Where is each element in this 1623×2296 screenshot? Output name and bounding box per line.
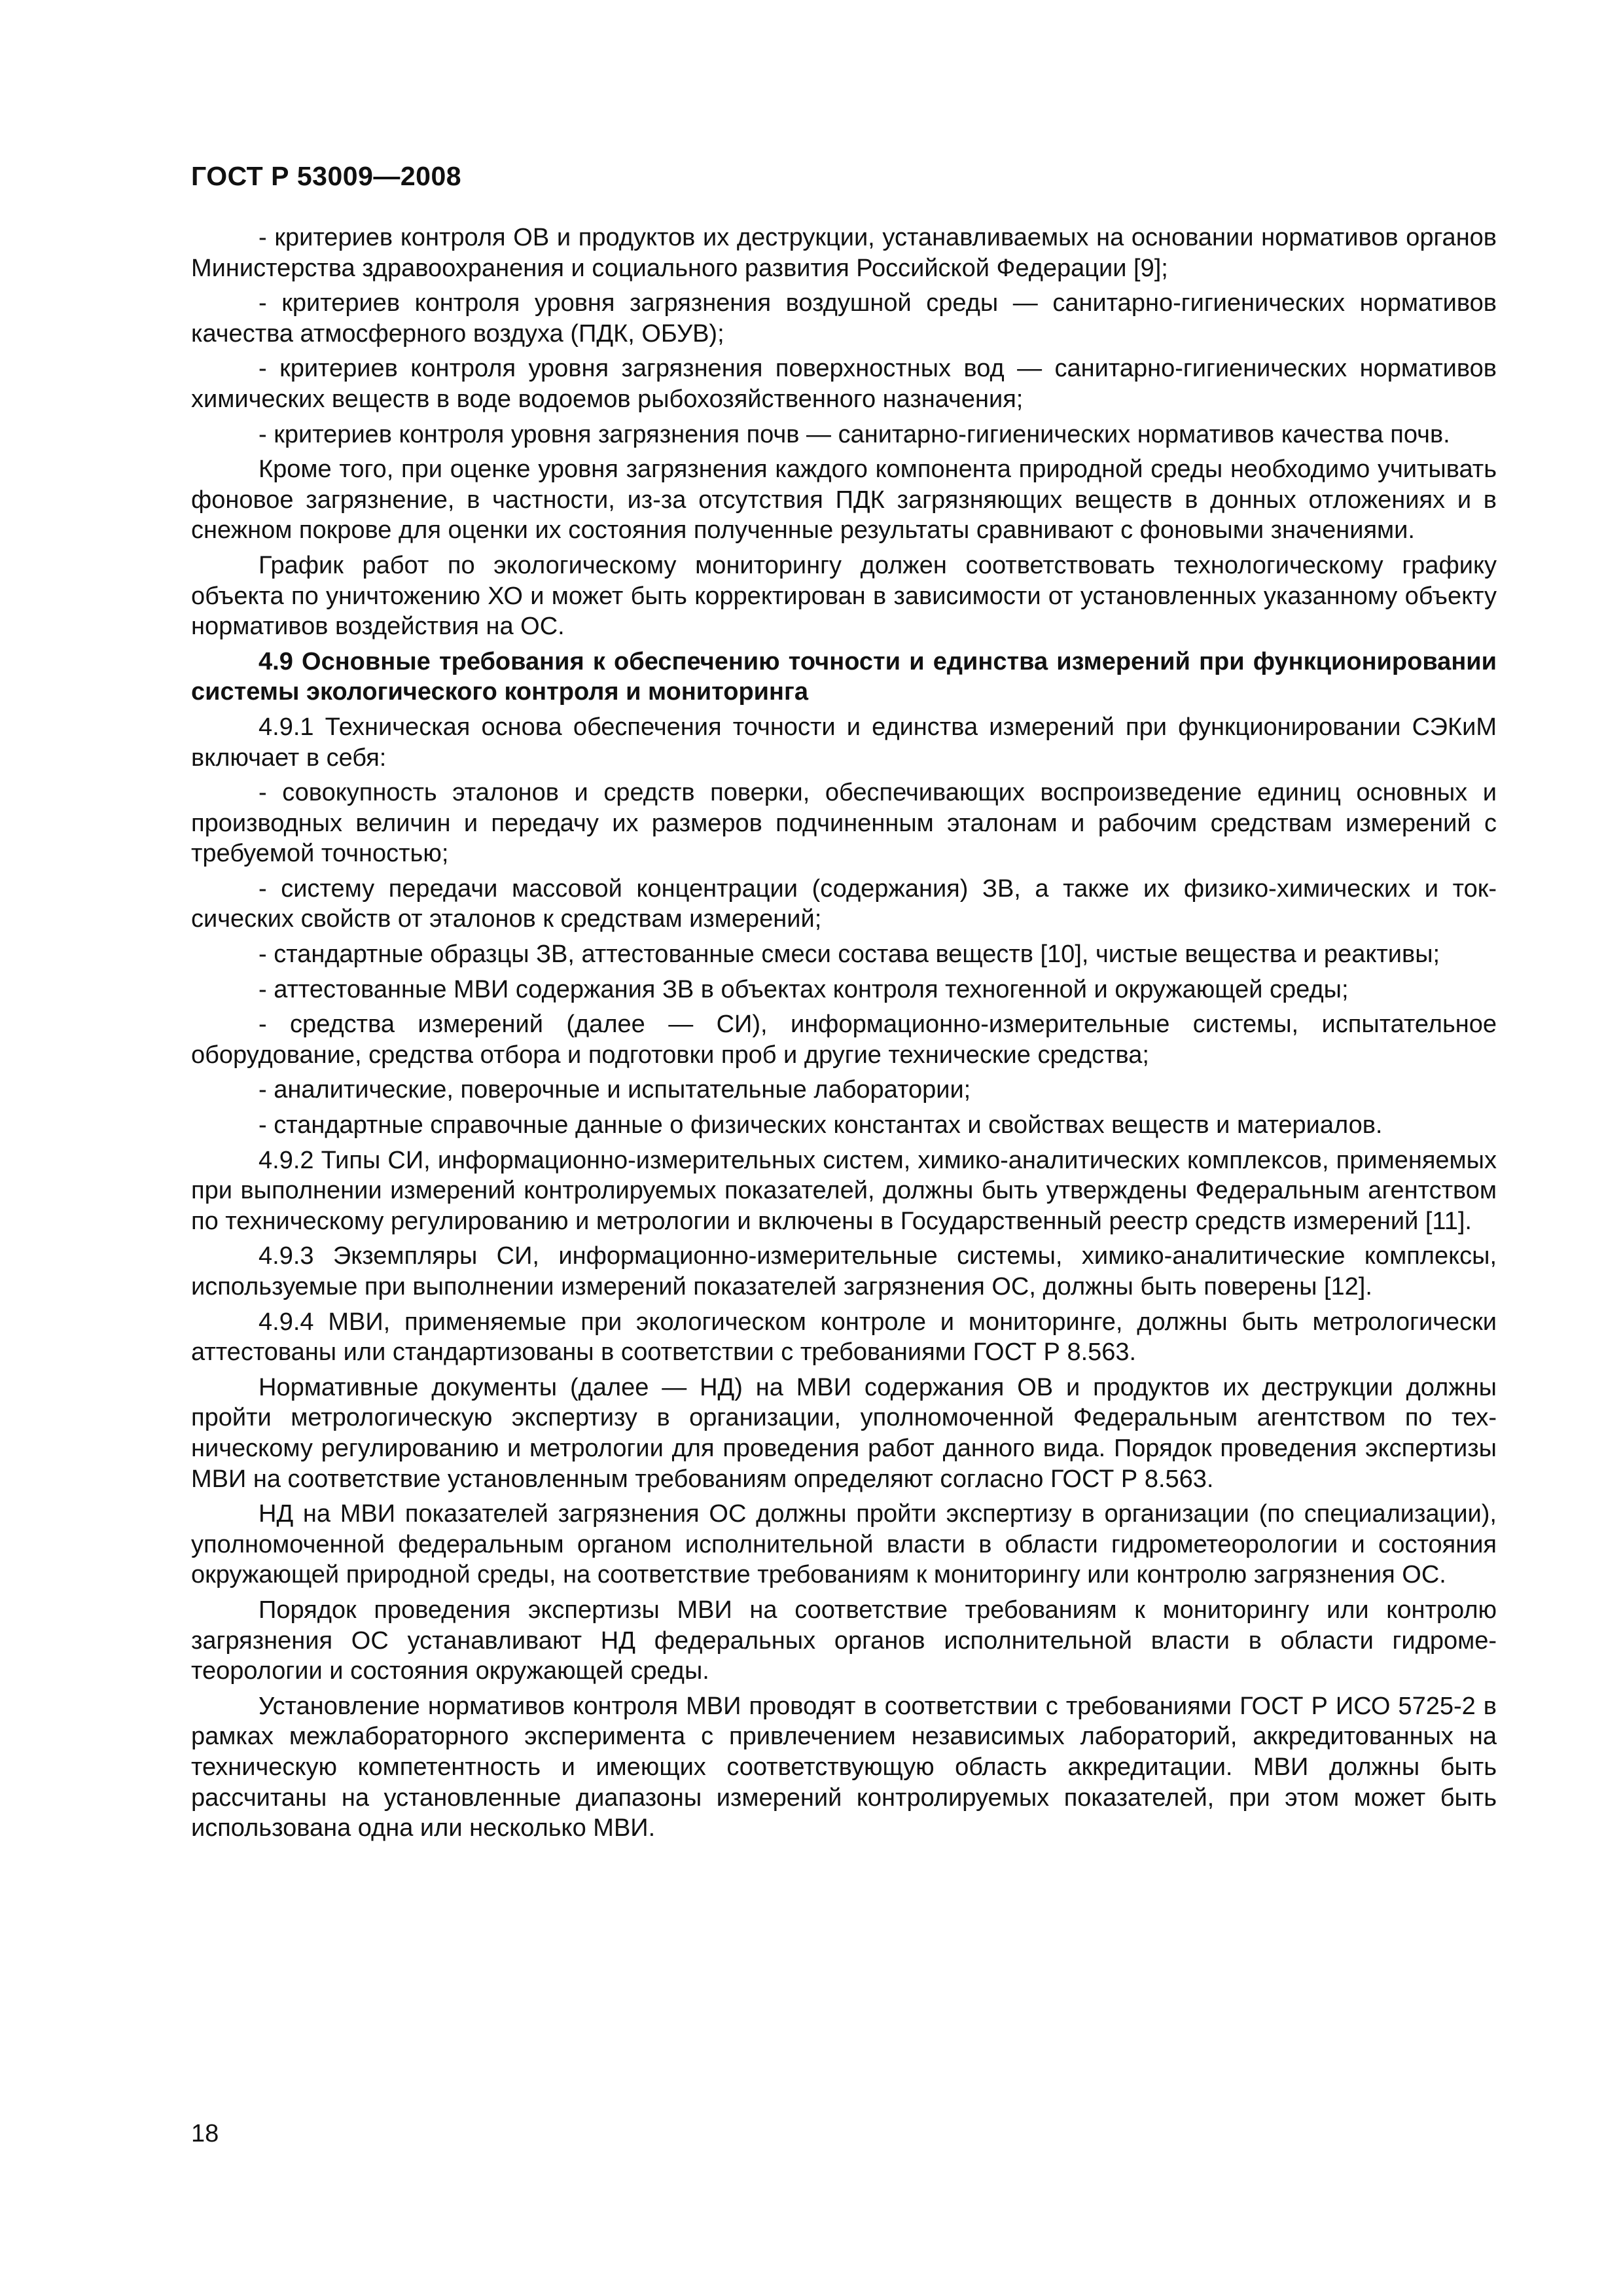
paragraph-normative-documents: Нормативные документы (далее — НД) на МВИ содержания ОВ и продуктов их деструкции должны пройти метрологическую экспертизу в организации, уполномоченной Федеральным агентством по техническому регулированию и метрологии для проведения работ данного вида. Порядок проведения экспертизы МВИ на соответствие установленным требованиям определяют согласно ГОСТ Р 8.563. <box>191 1373 1497 1493</box>
list-item-air-criteria: - критериев контроля уровня загрязнения воздушной среды — санитарно-гигиенических нормативов качества атмосферного воздуха (ПДК, ОБУВ); <box>191 289 1497 348</box>
clause-4-9-4: 4.9.4 МВИ, применяемые при экологическом контроле и мониторинге, должны быть метрологически аттестованы или стандартизованы в соответствии с требованиями ГОСТ Р 8.563. <box>191 1308 1497 1367</box>
document-body <box>191 223 1497 1848</box>
list-item-laboratories: - аналитические, поверочные и испытательные лаборатории; <box>259 1076 971 1104</box>
section-heading-4-9: 4.9 Основные требования к обеспечению точности и единства измерений при функционировании системы экологического контроля и мониторинга <box>191 647 1497 706</box>
clause-4-9-1: 4.9.1 Техническая основа обеспечения точности и единства измерений при функционировании СЭКиМ включает в себя: <box>191 713 1497 772</box>
paragraph-monitoring-schedule: График работ по экологическому мониторингу должен соответствовать технологическому графику объекта по уничтожению ХО и может быть корректирован в зависимости от установленных указанному объекту нормативов воздействия на ОС. <box>191 551 1497 641</box>
paragraph-background-pollution: Кроме того, при оценке уровня загрязнения каждого компонента природной среды необходимо учитывать фоновое загрязнение, в частности, из-за отсутствия ПДК загрязняющих веществ в донных отложениях и в снежном покрове для оценки их состояния полученные результаты сравнивают с фоновыми значениями. <box>191 456 1497 545</box>
document-code-header: ГОСТ Р 53009—2008 <box>191 161 462 191</box>
list-item-water-criteria: - критериев контроля уровня загрязнения поверхностных вод — санитарно-гигиенических нормативов химических веществ в воде водоемов рыбохозяйственного назначения; <box>191 355 1497 413</box>
list-item-reference-samples: - стандартные образцы ЗВ, аттестованные смеси состава веществ [10], чистые вещества и реактивы; <box>259 941 1440 969</box>
list-item-measuring-instruments: - средства измерений (далее — СИ), информационно-измерительные системы, испытательное оборудование, средства отбора и подготовки проб и другие технические средства; <box>191 1011 1497 1069</box>
paragraph-expertise-procedure: Порядок проведения экспертизы МВИ на соответствие требованиям к мониторингу или контролю загрязнения ОС устанавливают НД федеральных органов исполнительной власти в области гидрометеорологии и состояния окружающей среды. <box>191 1596 1497 1685</box>
list-item-ov-criteria: - критериев контроля ОВ и продуктов их деструкции, устанавливаемых на основании нормативов органов Министерства здравоохранения и социального развития Российской Федерации [9]; <box>191 224 1497 282</box>
list-item-soil-criteria: - критериев контроля уровня загрязнения почв — санитарно-гигиенических нормативов качества почв. <box>259 420 1450 448</box>
list-item-transfer-system: - систему передачи массовой концентрации (содержания) ЗВ, а также их физико-химических и токсических свойств от эталонов к средствам измерений; <box>191 874 1497 933</box>
page-number: 18 <box>191 2120 219 2147</box>
paragraph-control-norms: Установление нормативов контроля МВИ проводят в соответствии с требованиями ГОСТ Р ИСО 5725-2 в рамках межлабораторного эксперимента с привлечением независимых лабораторий, аккредитованных на техническую компетентность и имеющих соответствующую область аккредитации. МВИ должны быть рассчитаны на установленные диапазоны измерений контролируемых показателей, при этом может быть использована одна или несколько МВИ. <box>191 1692 1497 1842</box>
clause-4-9-3: 4.9.3 Экземпляры СИ, информационно-измерительные системы, химико-аналитические комплексы, используемые при выполнении измерений показателей загрязнения ОС, должны быть поверены [12]. <box>191 1242 1497 1300</box>
clause-4-9-2: 4.9.2 Типы СИ, информационно-измерительных систем, химико-аналитических комплексов, применяемых при выполнении измерений контролируемых показателей, должны быть утверждены Федеральным агентством по техническому регулированию и метрологии и включены в Государственный реестр средств измерений [11]. <box>191 1146 1497 1235</box>
list-item-reference-data: - стандартные справочные данные о физических константах и свойствах веществ и материалов. <box>259 1111 1383 1139</box>
list-item-standards: - совокупность эталонов и средств поверки, обеспечивающих воспроизведение единиц основных и производных величин и передачу их размеров подчиненным эталонам и рабочим средствам измерений с требуемой точностью; <box>191 779 1497 868</box>
list-item-certified-methods: - аттестованные МВИ содержания ЗВ в объектах контроля техногенной и окружающей среды; <box>259 975 1349 1003</box>
paragraph-nd-expertise: НД на МВИ показателей загрязнения ОС должны пройти экспертизу в организации (по специализации), уполномоченной федеральным органом исполнительной власти в области гидрометеорологии и состояния окружающей природной среды, на соответствие требованиям к мониторингу или контролю загрязнения ОС. <box>191 1500 1497 1589</box>
